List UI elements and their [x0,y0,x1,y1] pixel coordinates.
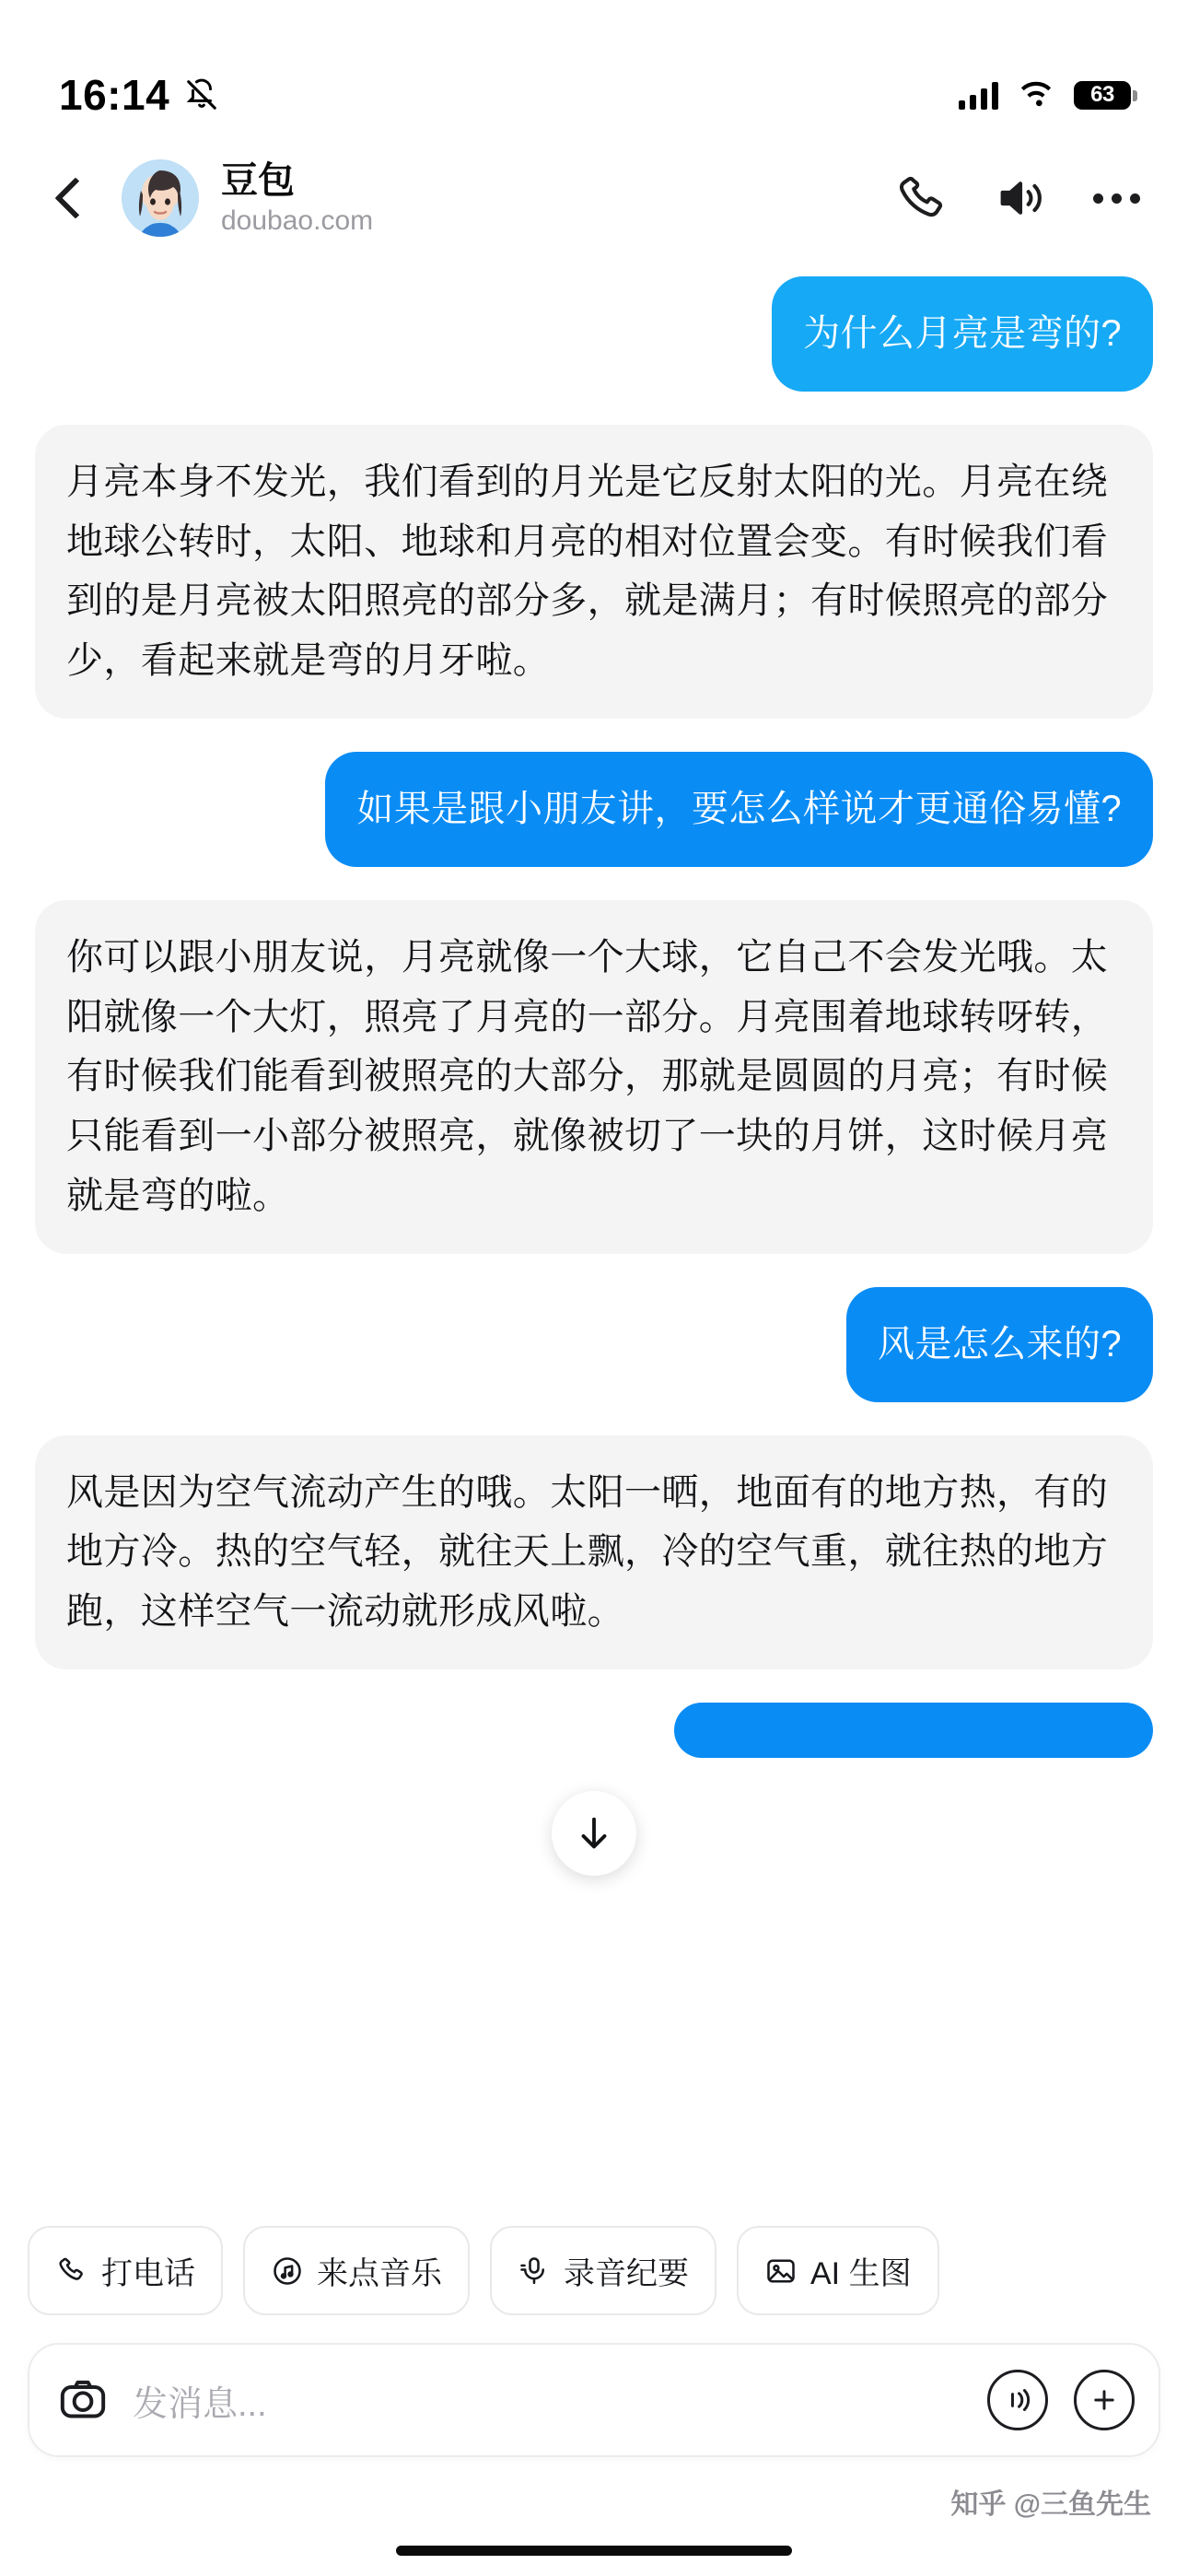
speaker-icon[interactable] [994,171,1047,225]
phone-icon[interactable] [894,171,948,225]
message-bubble-bot[interactable]: 风是因为空气流动产生的哦。太阳一晒，地面有的地方热，有的地方冷。热的空气轻，就往天上飘，冷的空气重，就往热的地方跑，这样空气一流动就形成风啦。 [35,1435,1153,1669]
home-indicator [396,2546,792,2556]
page-title: 豆包 [221,160,295,201]
music-note-icon [271,2254,304,2288]
camera-icon[interactable] [57,2374,109,2426]
chat-header [0,138,1188,258]
back-chevron-icon[interactable] [52,173,92,223]
quick-action-label: 打电话 [101,2256,195,2291]
bottom-bar [0,2193,1188,2576]
plus-icon[interactable] [1074,2370,1135,2430]
avatar[interactable] [122,159,199,237]
composer-actions [987,2370,1135,2430]
message-row [35,1287,1153,1402]
message-composer[interactable] [28,2343,1160,2457]
message-bubble-bot[interactable]: 你可以跟小朋友说，月亮就像一个大球，它自己不会发光哦。太阳就像一个大灯，照亮了月亮的一部分。月亮围着地球转呀转，有时候我们能看到被照亮的大部分，那就是圆圆的月亮；有时候只能看到一小部分被照亮，就像被切了一块的月饼，这时候月亮就是弯的啦。 [35,900,1153,1254]
message-bubble-user[interactable]: 为什么月亮是弯的? [772,276,1153,392]
battery-percent: 63 [1090,82,1114,107]
battery-indicator [1074,81,1131,110]
wifi-icon [1017,78,1055,112]
message-bubble-user[interactable]: 风是怎么来的? [846,1287,1153,1402]
quick-action-recording[interactable] [490,2226,716,2315]
message-row [35,1435,1153,1669]
watermark-text: 知乎 @三鱼先生 [950,2489,1151,2520]
cellular-signal-icon [959,80,998,110]
message-bubble-bot[interactable]: 月亮本身不发光，我们看到的月光是它反射太阳的光。月亮在绕地球公转时，太阳、地球和月亮的相对位置会变。有时候我们看到的是月亮被太阳照亮的部分多，就是满月；有时候照亮的部分少，看起来就是弯的月牙啦。 [35,425,1153,719]
message-row [35,900,1153,1254]
quick-actions[interactable] [0,2206,1188,2330]
microphone-icon [518,2254,551,2288]
arrow-down-icon [573,1812,615,1855]
quick-action-call[interactable] [28,2226,223,2315]
more-dots-icon[interactable] [1093,193,1140,204]
message-row [35,276,1153,392]
voice-wave-icon[interactable] [987,2370,1048,2430]
chat-title-block [221,159,894,237]
message-bubble-user[interactable]: 如果是跟小朋友讲，要怎么样说才更通俗易懂? [325,752,1153,867]
watermark [0,2457,1188,2522]
quick-action-label: 来点音乐 [317,2256,442,2291]
status-bar-left [59,70,219,120]
message-row-partial [35,1703,1153,1758]
quick-action-ai-image[interactable] [737,2226,939,2315]
quick-action-music[interactable] [243,2226,470,2315]
quick-action-label: AI 生图 [810,2256,912,2291]
message-row [35,425,1153,719]
status-time: 16:14 [59,71,170,119]
message-input-placeholder[interactable]: 发消息... [133,2384,267,2424]
status-bar-right [959,78,1131,112]
phone-icon [55,2254,88,2288]
bell-off-icon [184,77,219,112]
message-row [35,752,1153,867]
image-icon [764,2254,798,2288]
quick-action-label: 录音纪要 [564,2256,689,2291]
header-actions [894,171,1140,225]
scroll-to-bottom-button[interactable] [552,1791,636,1876]
status-bar [0,0,1188,138]
message-bubble-user-partial[interactable] [674,1703,1153,1758]
chat-subtitle: doubao.com [221,205,374,236]
